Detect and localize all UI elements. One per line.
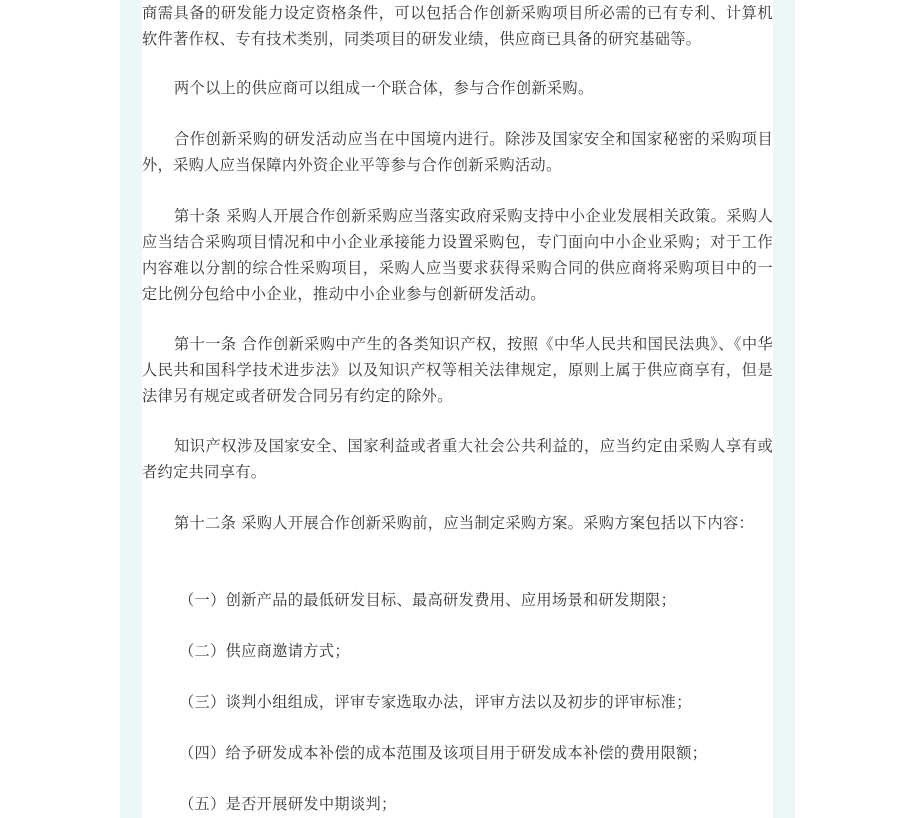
paragraph-article-10: 第十条 采购人开展合作创新采购应当落实政府采购支持中小企业发展相关政策。采购人应当结合采购项目情况和中小企业承接能力设置采购包，专门面向中小企业采购；对于工作内容难以分割的综合性采购项目，采购人应当要求获得采购合同的供应商将采购项目中的一定比例分包给中小企业，推动中小企业参与创新研发活动。 <box>142 207 773 303</box>
list-item-5: （五）是否开展研发中期谈判； <box>179 795 397 813</box>
article-body <box>142 0 773 818</box>
list-item-4: （四）给予研发成本补偿的成本范围及该项目用于研发成本补偿的费用限额； <box>179 744 708 762</box>
paragraph-qualification-continued: 商需具备的研发能力设定资格条件，可以包括合作创新采购项目所必需的已有专利、计算机软件著作权、专有技术类别，同类项目的研发业绩，供应商已具备的研究基础等。 <box>142 4 773 48</box>
paragraph-consortium: 两个以上的供应商可以组成一个联合体，参与合作创新采购。 <box>174 79 594 97</box>
paragraph-domestic-research: 合作创新采购的研发活动应当在中国境内进行。除涉及国家安全和国家秘密的采购项目外，采购人应当保障内外资企业平等参与合作创新采购活动。 <box>142 130 773 174</box>
right-margin-band <box>773 0 795 818</box>
left-margin-band <box>120 0 142 818</box>
paragraph-article-12: 第十二条 采购人开展合作创新采购前，应当制定采购方案。采购方案包括以下内容： <box>174 514 755 532</box>
list-item-1: （一）创新产品的最低研发目标、最高研发费用、应用场景和研发期限； <box>179 591 677 609</box>
list-item-3: （三）谈判小组组成，评审专家选取办法，评审方法以及初步的评审标准； <box>179 693 692 711</box>
paragraph-article-11: 第十一条 合作创新采购中产生的各类知识产权，按照《中华人民共和国民法典》、《中华人民共和国科学技术进步法》以及知识产权等相关法律规定，原则上属于供应商享有，但是法律另有规定或者研发合同另有约定的除外。 <box>142 335 773 405</box>
list-item-2: （二）供应商邀请方式； <box>179 642 350 660</box>
paragraph-ip-national-interest: 知识产权涉及国家安全、国家利益或者重大社会公共利益的，应当约定由采购人享有或者约定共同享有。 <box>142 437 773 481</box>
